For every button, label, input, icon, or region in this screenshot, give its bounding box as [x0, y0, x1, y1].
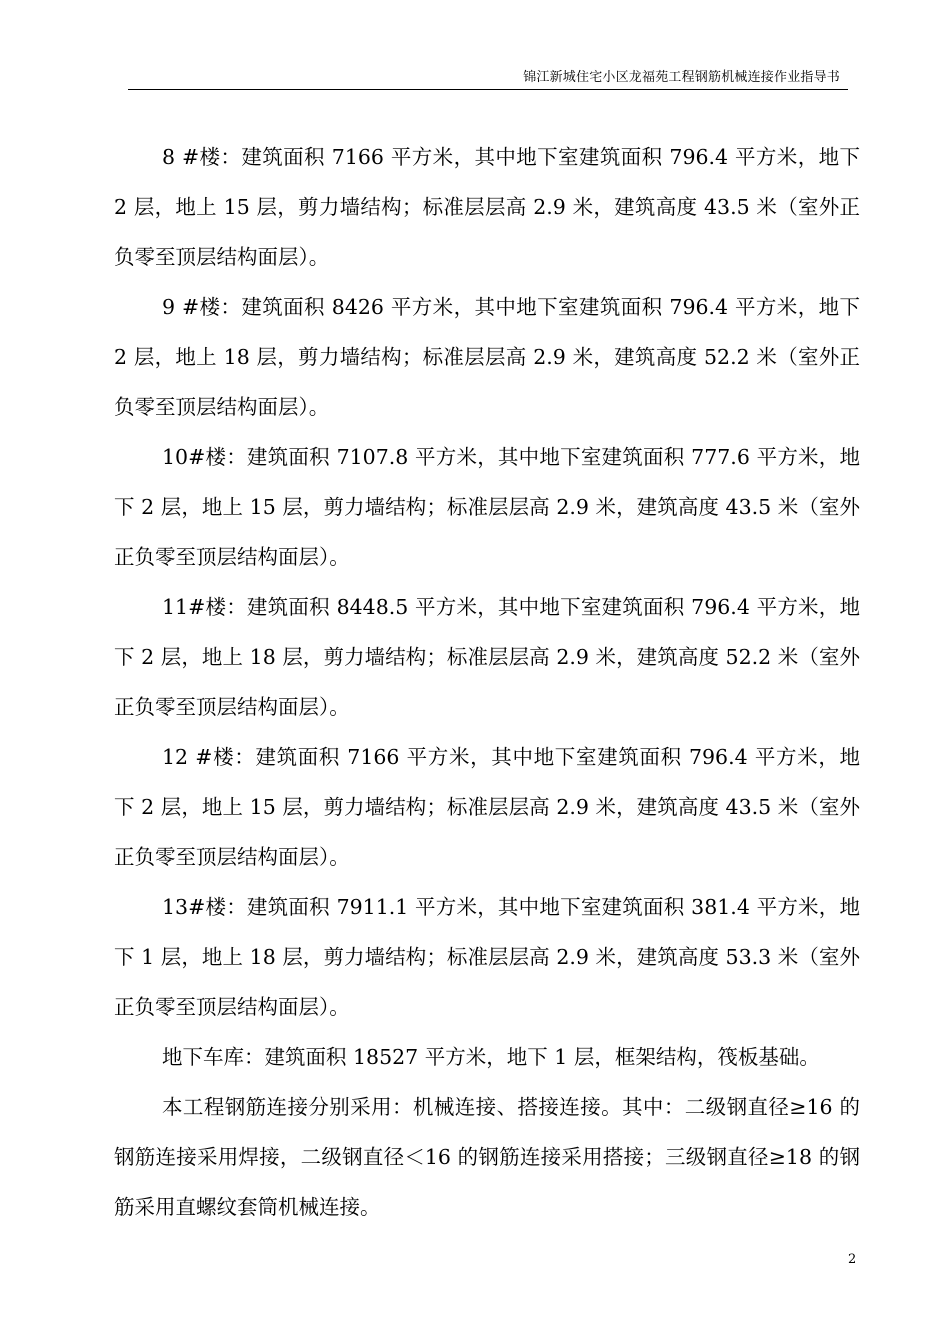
page-header	[128, 64, 848, 90]
paragraph-underground-garage: 地下车库：建筑面积 18527 平方米，地下 1 层，框架结构，筏板基础。	[162, 1045, 820, 1069]
paragraph-building-13: 13#楼：建筑面积 7911.1 平方米，其中地下室建筑面积 381.4 平方米，地下 1 层，地上 18 层，剪力墙结构；标准层层高 2.9 米，建筑高度 53.3 米（室外正负零至顶层结构面层）。	[114, 895, 860, 1019]
paragraph-building-12: 12 #楼：建筑面积 7166 平方米，其中地下室建筑面积 796.4 平方米，地下 2 层，地上 15 层，剪力墙结构；标准层层高 2.9 米，建筑高度 43.5 米（室外正负零至顶层结构面层）。	[114, 745, 860, 869]
paragraph-rebar-connection: 本工程钢筋连接分别采用：机械连接、搭接连接。其中：二级钢直径≥16 的钢筋连接采用焊接，二级钢直径＜16 的钢筋连接采用搭接；三级钢直径≥18 的钢筋采用直螺纹套筒机械连接。	[114, 1095, 860, 1219]
paragraph-building-8: 8 #楼：建筑面积 7166 平方米，其中地下室建筑面积 796.4 平方米，地下 2 层，地上 15 层，剪力墙结构；标准层层高 2.9 米，建筑高度 43.5 米（室外正负零至顶层结构面层）。	[114, 145, 860, 269]
paragraph-building-9: 9 #楼：建筑面积 8426 平方米，其中地下室建筑面积 796.4 平方米，地下 2 层，地上 18 层，剪力墙结构；标准层层高 2.9 米，建筑高度 52.2 米（室外正负零至顶层结构面层）。	[114, 295, 860, 419]
page-number: 2	[848, 1252, 857, 1267]
paragraph-building-11: 11#楼：建筑面积 8448.5 平方米，其中地下室建筑面积 796.4 平方米，地下 2 层，地上 18 层，剪力墙结构；标准层层高 2.9 米，建筑高度 52.2 米（室外正负零至顶层结构面层）。	[114, 595, 860, 719]
header-title: 锦江新城住宅小区龙福苑工程钢筋机械连接作业指导书	[523, 70, 840, 85]
paragraph-building-10: 10#楼：建筑面积 7107.8 平方米，其中地下室建筑面积 777.6 平方米，地下 2 层，地上 15 层，剪力墙结构；标准层层高 2.9 米，建筑高度 43.5 米（室外正负零至顶层结构面层）。	[114, 445, 860, 569]
document-body	[114, 132, 860, 1232]
